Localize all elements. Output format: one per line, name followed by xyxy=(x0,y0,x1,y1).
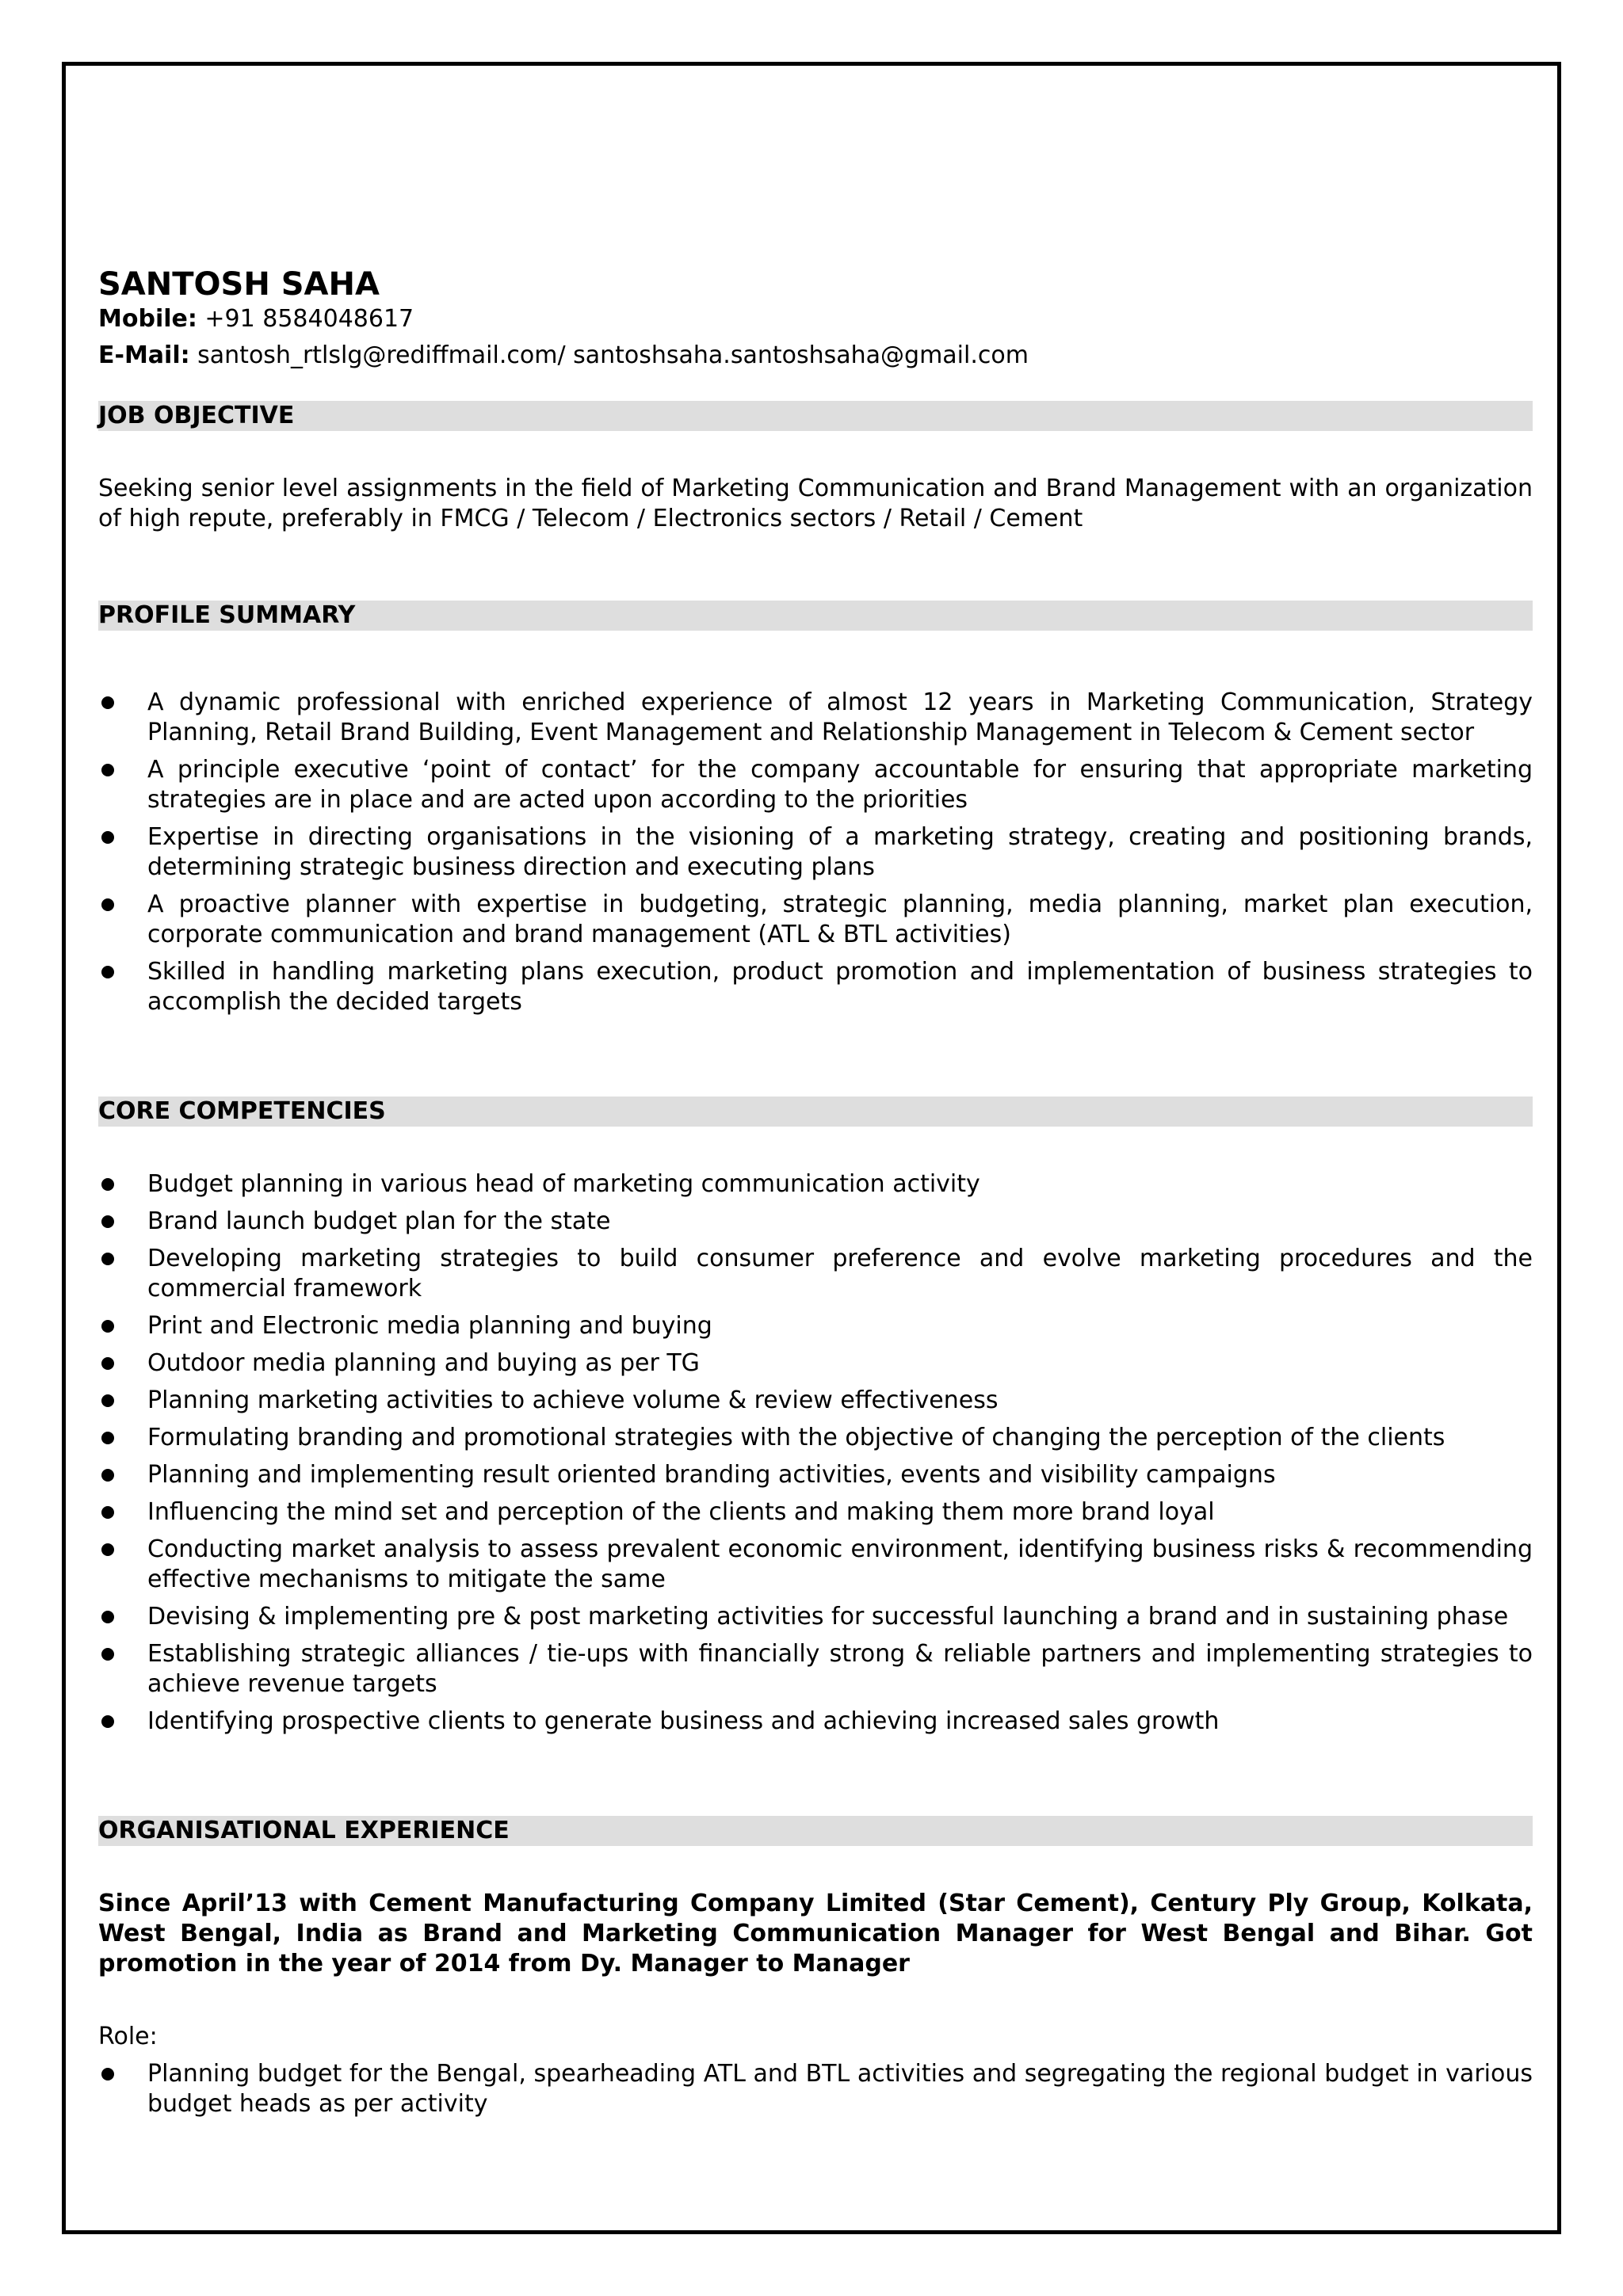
list-item: Developing marketing strategies to build consumer preference and evolve marketing procedures and the commercial framework xyxy=(98,1244,1533,1304)
bullet-icon xyxy=(101,696,114,709)
list-item: Devising & implementing pre & post marketing activities for successful launching a brand and in sustaining phase xyxy=(98,1602,1533,1632)
bullet-icon xyxy=(101,1543,114,1556)
list-item: Formulating branding and promotional strategies with the objective of changing the perception of the clients xyxy=(98,1423,1533,1453)
bullet-icon xyxy=(101,1611,114,1623)
bullet-icon xyxy=(101,764,114,776)
list-item: Planning marketing activities to achieve volume & review effectiveness xyxy=(98,1386,1533,1416)
mobile-number: +91 8584048617 xyxy=(204,305,414,333)
section-header-job-objective: JOB OBJECTIVE xyxy=(98,401,1533,431)
bullet-icon xyxy=(101,898,114,911)
list-item: Brand launch budget plan for the state xyxy=(98,1207,1533,1237)
bullet-icon xyxy=(101,1432,114,1444)
resume-content xyxy=(98,265,1533,2126)
bullet-icon xyxy=(101,1320,114,1333)
list-item: Identifying prospective clients to generate business and achieving increased sales growth xyxy=(98,1707,1533,1737)
section-header-organisational-experience: ORGANISATIONAL EXPERIENCE xyxy=(98,1816,1533,1846)
core-competencies-list xyxy=(98,1169,1533,1737)
list-item: Skilled in handling marketing plans execution, product promotion and implementation of business strategies to accomplish the decided targets xyxy=(98,957,1533,1017)
bullet-icon xyxy=(101,1253,114,1265)
bullet-icon xyxy=(101,1469,114,1482)
list-item: Conducting market analysis to assess prevalent economic environment, identifying business risks & recommending effective mechanisms to mitigate the same xyxy=(98,1535,1533,1595)
email-label: E-Mail: xyxy=(98,341,190,369)
list-item: A proactive planner with expertise in budgeting, strategic planning, media planning, market plan execution, corporate communication and brand management (ATL & BTL activities) xyxy=(98,890,1533,950)
bullet-icon xyxy=(101,831,114,844)
mobile-label: Mobile: xyxy=(98,305,197,333)
list-item: Budget planning in various head of marketing communication activity xyxy=(98,1169,1533,1199)
list-item: A dynamic professional with enriched experience of almost 12 years in Marketing Communication, Strategy Planning, Retail Brand Building, Event Management and Relationship Management in Telecom & Cement sector xyxy=(98,688,1533,748)
bullet-icon xyxy=(101,1357,114,1370)
role-label: Role: xyxy=(98,2023,158,2050)
list-item: Expertise in directing organisations in the visioning of a marketing strategy, creating and positioning brands, determining strategic business direction and executing plans xyxy=(98,822,1533,883)
list-item: Establishing strategic alliances / tie-ups with financially strong & reliable partners and implementing strategies to achieve revenue targets xyxy=(98,1639,1533,1699)
bullet-icon xyxy=(101,2068,114,2081)
list-item: Planning budget for the Bengal, spearheading ATL and BTL activities and segregating the regional budget in various budget heads as per activity xyxy=(98,2059,1533,2119)
list-item: Influencing the mind set and perception of the clients and making them more brand loyal xyxy=(98,1497,1533,1527)
profile-summary-list xyxy=(98,688,1533,1017)
email-addresses: santosh_rtlslg@rediffmail.com/ santoshsaha.santoshsaha@gmail.com xyxy=(197,341,1029,369)
job-objective-text: Seeking senior level assignments in the field of Marketing Communication and Brand Management with an organization of high repute, preferably in FMCG / Telecom / Electronics sectors / Retail / Cement xyxy=(98,475,1533,532)
list-item: A principle executive ‘point of contact’ for the company accountable for ensuring that appropriate marketing strategies are in place and are acted upon according to the priorities xyxy=(98,755,1533,815)
bullet-icon xyxy=(101,1648,114,1661)
section-header-core-competencies: CORE COMPETENCIES xyxy=(98,1097,1533,1127)
bullet-icon xyxy=(101,1215,114,1228)
bullet-icon xyxy=(101,1178,114,1191)
bullet-icon xyxy=(101,966,114,978)
mobile-line xyxy=(98,304,1533,334)
email-line xyxy=(98,341,1533,371)
list-item: Outdoor media planning and buying as per TG xyxy=(98,1348,1533,1379)
candidate-name: SANTOSH SAHA xyxy=(98,266,380,303)
bullet-icon xyxy=(101,1506,114,1519)
section-header-profile-summary: PROFILE SUMMARY xyxy=(98,601,1533,631)
bullet-icon xyxy=(101,1394,114,1407)
list-item: Planning and implementing result oriented branding activities, events and visibility campaigns xyxy=(98,1460,1533,1490)
list-item: Print and Electronic media planning and buying xyxy=(98,1311,1533,1341)
role-list xyxy=(98,2059,1533,2119)
bullet-icon xyxy=(101,1715,114,1728)
current-position-text: Since April’13 with Cement Manufacturing Company Limited (Star Cement), Century Ply Group, Kolkata, West Bengal, India as Brand and Marketing Communication Manager for West Bengal and Bihar. Got promotion in the year of 2014 from Dy. Manager to Manager xyxy=(98,1890,1533,1978)
